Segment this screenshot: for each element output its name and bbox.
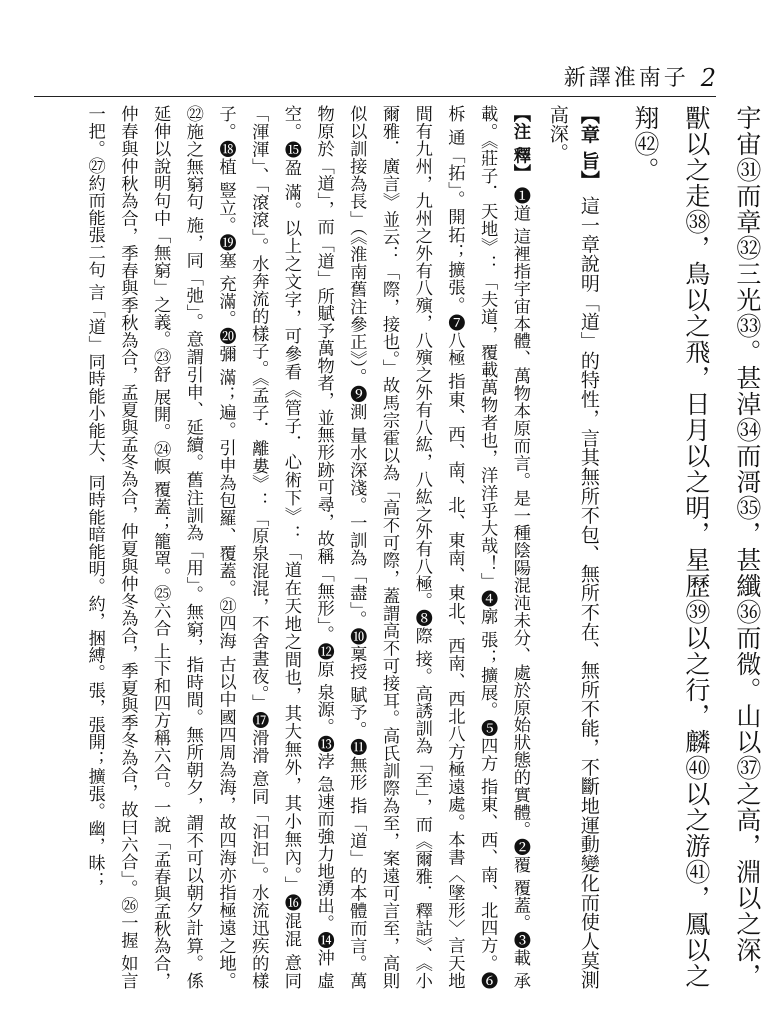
main-text: 宇宙㉛而章㉜三光㉝。甚淖㉞而滒㉟，甚纖㊱而微。山以㊲之高，淵以之深，獸以之走㊳，鳥以之飛，日月以之明，星歷㊴以之行，麟㊵以之游㊶，鳳以之翔㊷。 xyxy=(630,105,762,989)
page-number: 2 xyxy=(700,64,716,92)
header-rule xyxy=(34,96,716,97)
annotations-text: ❶道 這裡指宇宙本體、萬物本原而言。是一種陰陽混沌未分、處於原始狀態的實體。❷覆 覆蓋。❸載 承載。《莊子．天地》：「夫道，覆載萬物者也，洋洋乎大哉！」❹廓 張；擴展。❺四方 指東、西、南、北四方。❻柝 通「拓」。開拓；擴張。❼八極 指東、西、南、北、東南、東北、西南、西北八方極遠處。本書〈墬形〉言天地間有九州，九州之外有八殥，八殥之外有八紘，八紘之外有八極。❽際 接。高誘訓為「至」，而《爾雅．釋詁》、《小爾雅．廣言》並云：「際，接也。」故馬宗霍以為「高不可際，蓋謂高不可接耳。高氏訓際為至，案遠可言至，高則似以訓接為長」（《淮南舊注參正》）。❾測 量水深淺。一訓為「盡」。❿稟授 賦予。⓫無形 指「道」的本體而言。萬物原於「道」，而「道」所賦予萬物者，並無形跡可尋，故稱「無形」。⓬原 泉源。⓭浡 急速而強力地湧出。⓮沖 虛空。⓯盈 滿。以上之文字，可參看《管子．心術下》：「道在天地之間也，其大無外，其小無內。」⓰混混 意同「渾渾」、「滾滾」。水奔流的樣子。《孟子．離婁》：「原泉混混，不舍晝夜。」⓱滑滑 意同「汩汩」。水流迅疾的樣子。⓲植 豎立。⓳塞 充滿。⓴彌 滿；遍。引申為包羅、覆蓋。㉑四海 古以中國四周為海，故四海亦指極遠之地。㉒施之無窮句 施，同「弛」。意謂引申、延續。舊注訓為「用」。無窮，指時間。無所朝夕，謂不可以朝夕計算。係延伸以說明句中「無窮」之義。㉓舒 展開。㉔幎 覆蓋；籠罩。㉕六合 上下和四方稱六合。一說「孟春與孟秋為合，仲春與仲秋為合，季春與季秋為合，孟夏與孟冬為合，仲夏與仲冬為合，季夏與季冬為合，故曰六合」。㉖一握 如言一把。㉗約而能張二句 言「道」同時能小能大、同時能暗能明。約，捆縛。張，張開；擴張。幽，昧； xyxy=(84,105,530,990)
page-header xyxy=(34,56,716,92)
page-body xyxy=(78,105,762,990)
book-title: 新譯淮南子 xyxy=(563,66,689,91)
annotations xyxy=(78,105,536,989)
vertical-text-block xyxy=(78,105,773,989)
chapter-summary-text: 這一章說明「道」的特性，言其無所不包、無所不在、無所不能，不斷地運動變化而使人莫測高深。 xyxy=(546,105,600,989)
chapter-summary xyxy=(542,105,604,989)
chapter-summary-label: 【章 旨】 xyxy=(577,105,600,190)
annotations-label: 【注 釋】 xyxy=(509,105,530,182)
